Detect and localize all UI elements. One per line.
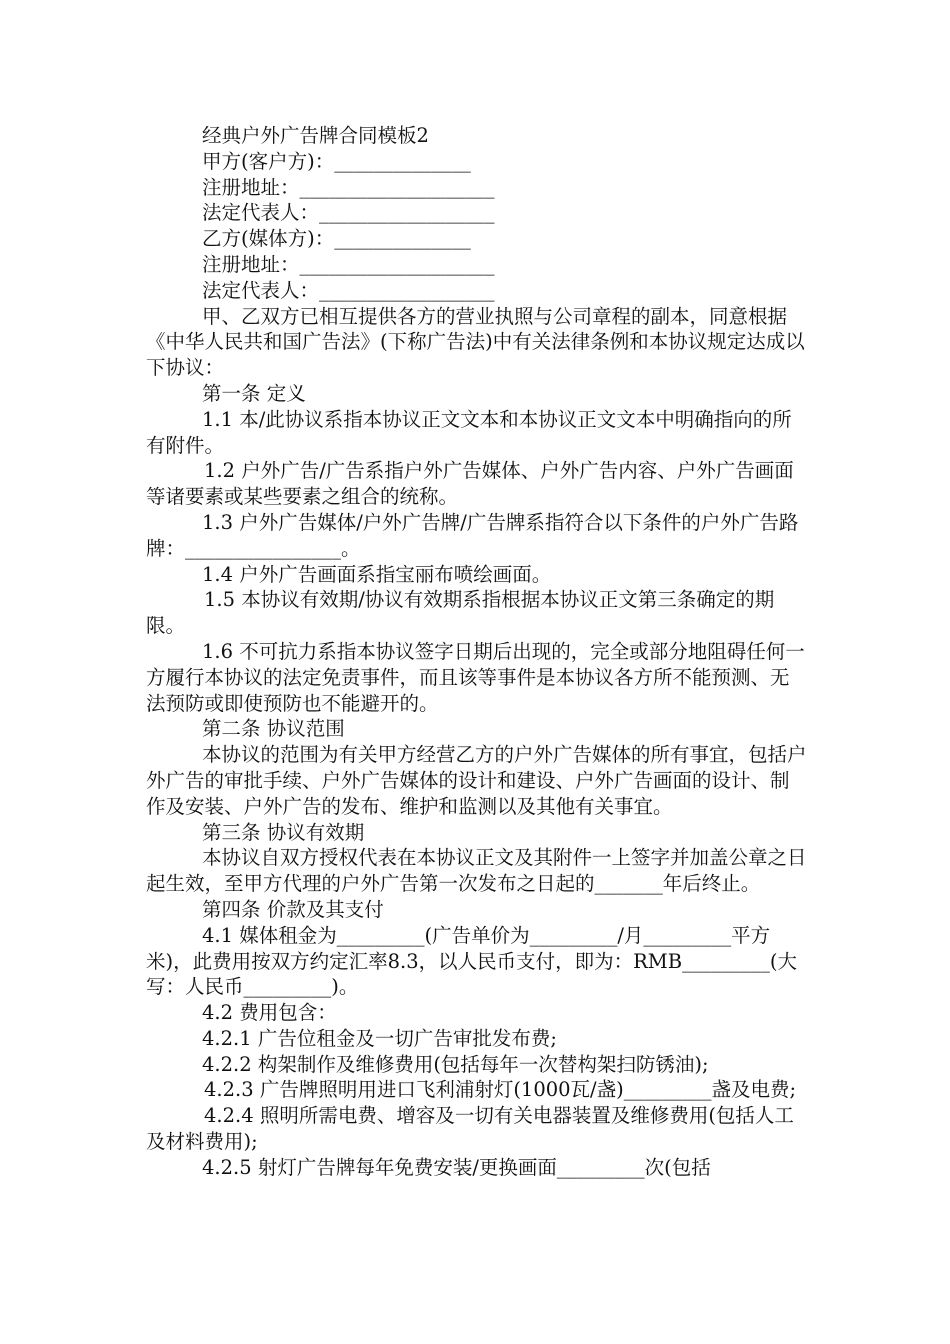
- clause-paragraph: 4.1 媒体租金为_________(广告单价为_________/月_________平方米)，此费用按双方约定汇率8.3，以人民币支付，即为：RMB_________(大写：人民币_________)。: [146, 923, 797, 999]
- party-a-representative-line: 法定代表人：__________________: [202, 201, 495, 225]
- party-a-line: 甲方(客户方)：______________: [202, 149, 471, 173]
- party-a-address-line: 注册地址：____________________: [202, 175, 495, 199]
- article-heading: 第一条 定义: [202, 381, 306, 405]
- clause-paragraph: 4.2.3 广告牌照明用进口飞利浦射灯(1000瓦/盏)_________盏及电费;: [204, 1078, 797, 1102]
- party-b-line: 乙方(媒体方)：______________: [202, 227, 471, 251]
- body-paragraph: 本协议自双方授权代表在本协议正文及其附件一上签字并加盖公章之日起生效，至甲方代理的户外广告第一次发布之日起的_______年后终止。: [146, 846, 807, 896]
- clause-paragraph: 1.2 户外广告/广告系指户外广告媒体、户外广告内容、户外广告画面等诸要素或某些要素之组合的统称。: [146, 459, 794, 509]
- clause-paragraph: 1.3 户外广告媒体/户外广告牌/广告牌系指符合以下条件的户外广告路牌：________________。: [146, 510, 799, 560]
- party-b-representative-line: 法定代表人：__________________: [202, 278, 495, 302]
- preamble-paragraph: 甲、乙双方已相互提供各方的营业执照与公司章程的副本，同意根据《中华人民共和国广告法》(下称广告法)中有关法律条例和本协议规定达成以下协议：: [146, 304, 805, 380]
- clause-paragraph: 4.2.2 构架制作及维修费用(包括每年一次替构架扫防锈油);: [202, 1052, 709, 1076]
- article-heading: 第二条 协议范围: [202, 717, 345, 741]
- clause-paragraph: 4.2.5 射灯广告牌每年免费安装/更换画面_________次(包括: [202, 1155, 711, 1179]
- clause-paragraph: 4.2.1 广告位租金及一切广告审批发布费;: [202, 1026, 557, 1050]
- document-body: [146, 123, 808, 1181]
- article-heading: 第三条 协议有效期: [202, 820, 365, 844]
- clause-paragraph: 1.6 不可抗力系指本协议签字日期后出现的，完全或部分地阻碍任何一方履行本协议的法定免责事件，而且该等事件是本协议各方所不能预测、无法预防或即使预防也不能避开的。: [146, 639, 805, 715]
- party-b-address-line: 注册地址：____________________: [202, 252, 495, 276]
- clause-paragraph: 1.5 本协议有效期/协议有效期系指根据本协议正文第三条确定的期限。: [146, 588, 775, 638]
- clause-paragraph: 4.2 费用包含：: [202, 1001, 337, 1025]
- clause-paragraph: 1.1 本/此协议系指本协议正文文本和本协议正文文本中明确指向的所有附件。: [146, 407, 792, 457]
- document-title: 经典户外广告牌合同模板2: [202, 124, 429, 147]
- clause-paragraph: 4.2.4 照明所需电费、增容及一切有关电器装置及维修费用(包括人工及材料费用);: [146, 1104, 794, 1154]
- body-paragraph: 本协议的范围为有关甲方经营乙方的户外广告媒体的所有事宜，包括户外广告的审批手续、户外广告媒体的设计和建设、户外广告画面的设计、制作及安装、户外广告的发布、维护和监测以及其他有关事宜。: [146, 743, 807, 818]
- clause-paragraph: 1.4 户外广告画面系指宝丽布喷绘画面。: [202, 562, 552, 586]
- article-heading: 第四条 价款及其支付: [202, 897, 384, 921]
